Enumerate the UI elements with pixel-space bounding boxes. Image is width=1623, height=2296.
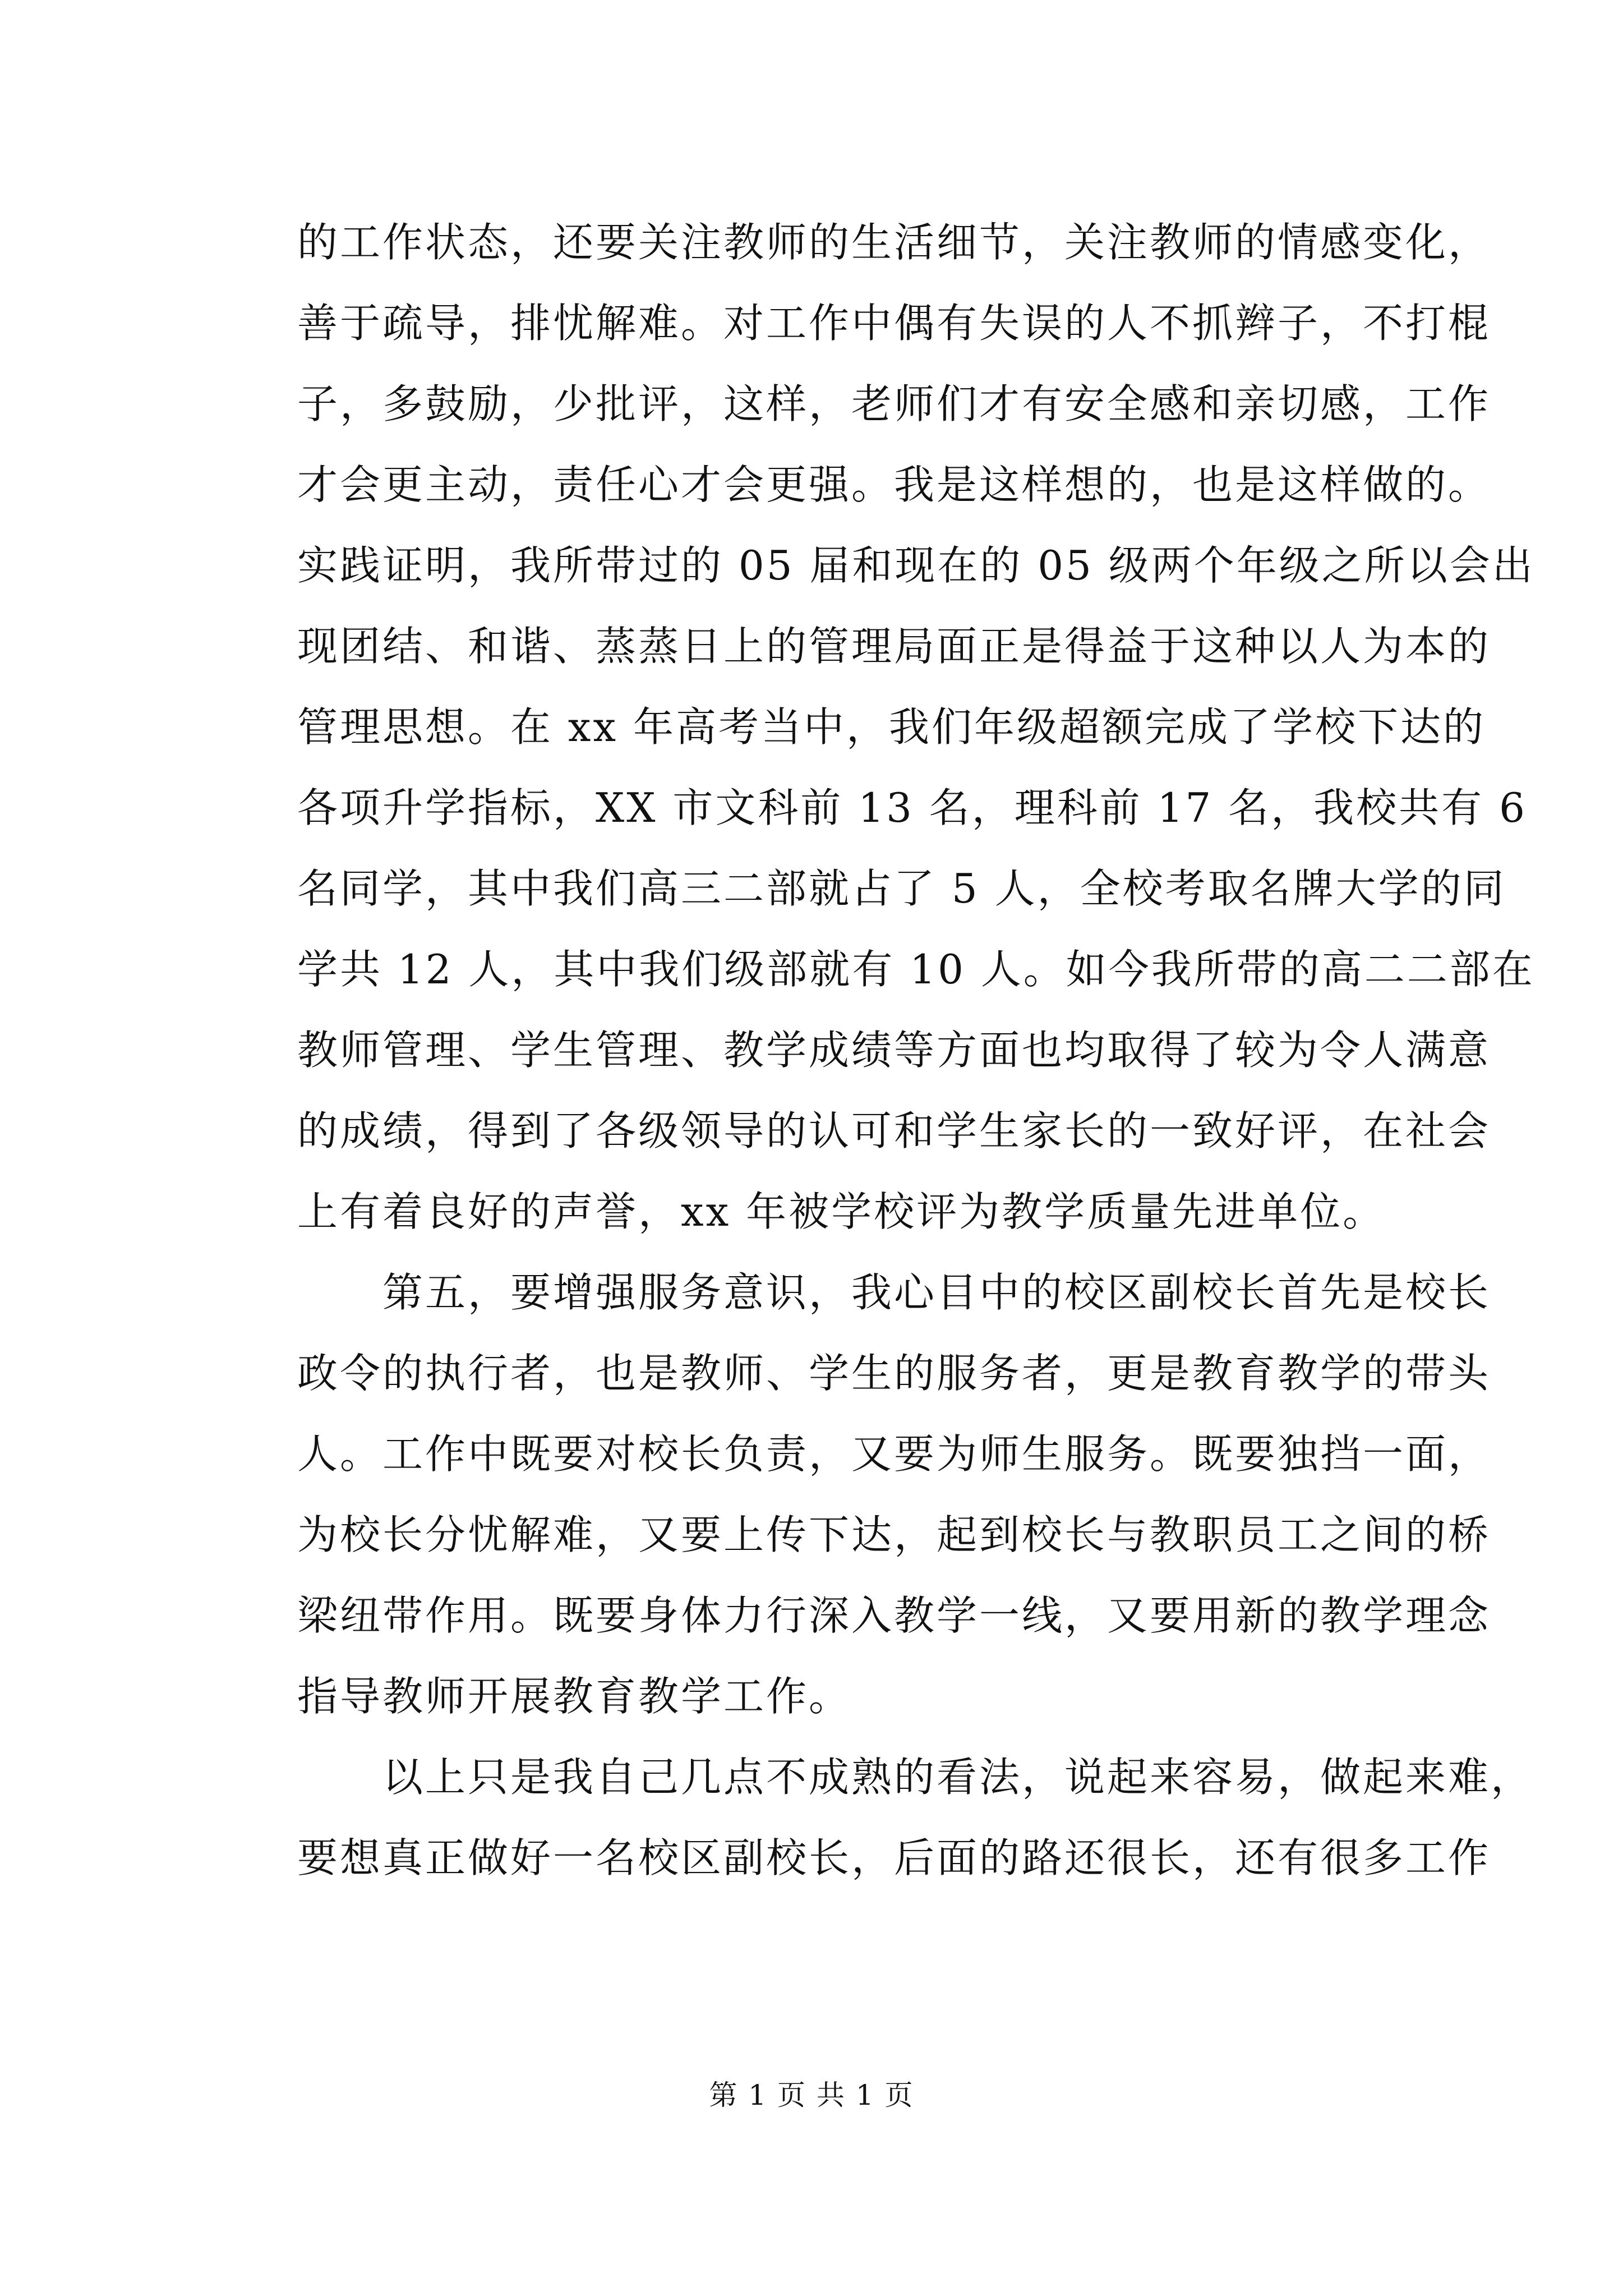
text-line: 实践证明，我所带过的 05 届和现在的 05 级两个年级之所以会出 bbox=[297, 542, 1535, 589]
text-line: 管理思想。在 xx 年高考当中，我们年级超额完成了学校下达的 bbox=[297, 703, 1486, 751]
page-number: 第 1 页 共 1 页 bbox=[709, 2079, 914, 2111]
text-line: 才会更主动，责任心才会更强。我是这样想的，也是这样做的。 bbox=[297, 461, 1491, 508]
text-line: 上有着良好的声誉，xx 年被学校评为教学质量先进单位。 bbox=[297, 1188, 1386, 1235]
text-line: 现团结、和谐、蒸蒸日上的管理局面正是得益于这种以人为本的 bbox=[297, 623, 1491, 670]
text-line: 人。工作中既要对校长负责，又要为师生服务。既要独挡一面， bbox=[297, 1430, 1491, 1478]
text-line: 指导教师开展教育教学工作。 bbox=[297, 1673, 852, 1720]
text-line: 要想真正做好一名校区副校长，后面的路还很长，还有很多工作 bbox=[297, 1834, 1491, 1881]
text-line: 教师管理、学生管理、教学成绩等方面也均取得了较为令人满意 bbox=[297, 1027, 1491, 1074]
paragraph-start-line: 以上只是我自己几点不成熟的看法，说起来容易，做起来难， bbox=[382, 1754, 1534, 1801]
text-line: 子，多鼓励，少批评，这样，老师们才有安全感和亲切感，工作 bbox=[297, 380, 1491, 427]
text-line: 善于疏导，排忧解难。对工作中偶有失误的人不抓辫子，不打棍 bbox=[297, 300, 1491, 347]
text-line: 学共 12 人，其中我们级部就有 10 人。如今我所带的高二二部在 bbox=[297, 946, 1535, 993]
text-line: 为校长分忧解难，又要上传下达，起到校长与教职员工之间的桥 bbox=[297, 1511, 1491, 1558]
text-line: 的成绩，得到了各级领导的认可和学生家长的一致好评，在社会 bbox=[297, 1107, 1491, 1154]
paragraph-start-line: 第五，要增强服务意识，我心目中的校区副校长首先是校长 bbox=[382, 1269, 1491, 1316]
text-line: 的工作状态，还要关注教师的生活细节，关注教师的情感变化， bbox=[297, 219, 1491, 266]
text-line: 梁纽带作用。既要身体力行深入教学一线，又要用新的教学理念 bbox=[297, 1592, 1491, 1639]
text-line: 各项升学指标，XX 市文科前 13 名，理科前 17 名，我校共有 6 bbox=[297, 784, 1527, 831]
body-text bbox=[297, 202, 1535, 1898]
text-line: 名同学，其中我们高三二部就占了 5 人，全校考取名牌大学的同 bbox=[297, 865, 1506, 912]
text-line: 政令的执行者，也是教师、学生的服务者，更是教育教学的带头 bbox=[297, 1350, 1491, 1397]
